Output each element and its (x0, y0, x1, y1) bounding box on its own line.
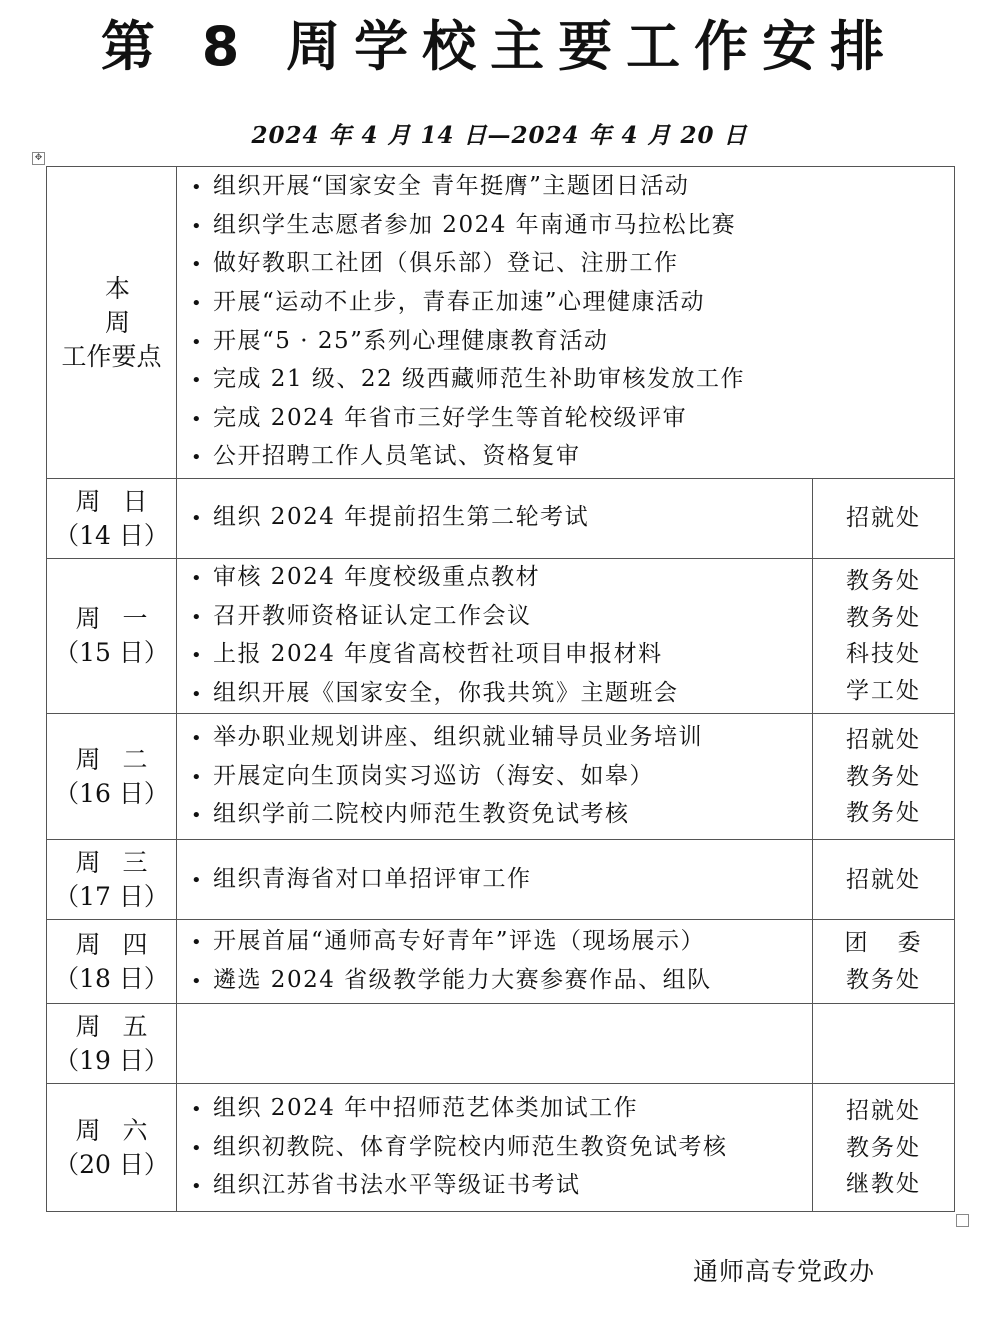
day-label (47, 1004, 177, 1084)
bullet-icon: • (191, 331, 204, 353)
department-label: 招就处 (846, 866, 921, 893)
task-item-text: 开展定向生顶岗实习巡访（海安、如皋） (213, 762, 654, 789)
task-item (191, 923, 812, 962)
department-label: 教务处 (846, 1134, 921, 1161)
day-departments (813, 1084, 955, 1212)
day-departments (813, 840, 955, 920)
day-items (177, 920, 813, 1004)
weekly-focus-label-line2: 工作要点 (61, 341, 162, 371)
day-item-list (191, 861, 812, 900)
weekday-label: 周六 (75, 1115, 170, 1145)
focus-item (191, 438, 954, 477)
day-date-label: （15 日） (54, 638, 169, 668)
bullet-icon: • (191, 568, 204, 589)
task-item (191, 1167, 812, 1206)
date-range: 2024 年 4 月 14 日—2024 年 4 月 20 日 (251, 122, 748, 149)
focus-item (191, 207, 954, 246)
day-items (177, 479, 813, 559)
focus-item-text: 开展“5 · 25”系列心理健康教育活动 (213, 327, 609, 354)
day-label (47, 714, 177, 840)
task-item-text: 举办职业规划讲座、组织就业辅导员业务培训 (213, 723, 703, 750)
day-item-list (191, 1090, 812, 1206)
day-departments (813, 1004, 955, 1084)
task-item-text: 组织 2024 年提前招生第二轮考试 (213, 504, 590, 531)
focus-item-text: 开展“运动不止步，青春正加速”心理健康活动 (213, 288, 706, 315)
day-label (47, 1084, 177, 1212)
focus-item-text: 做好教职工社团（俱乐部）登记、注册工作 (213, 250, 679, 277)
weekly-focus-row (47, 167, 955, 479)
focus-item (191, 361, 954, 400)
bullet-icon: • (191, 1137, 204, 1159)
day-date-label: （19 日） (54, 1045, 169, 1075)
department-label: 招就处 (846, 726, 921, 753)
day-departments (813, 479, 955, 559)
weekly-focus-label-line1: 本周 (105, 273, 193, 337)
day-items (177, 559, 813, 714)
focus-item-text: 公开招聘工作人员笔试、资格复审 (213, 443, 581, 470)
weekly-focus-list (191, 168, 954, 477)
department-label: 教务处 (846, 966, 921, 993)
bullet-icon: • (191, 177, 204, 199)
focus-item (191, 323, 954, 362)
weekday-label: 周日 (75, 486, 170, 516)
bullet-icon: • (191, 447, 204, 469)
bullet-icon: • (191, 645, 204, 667)
task-item-text: 召开教师资格证认定工作会议 (213, 602, 532, 629)
department-label: 教务处 (846, 763, 921, 790)
focus-item (191, 168, 954, 207)
bullet-icon: • (191, 869, 204, 891)
day-label (47, 479, 177, 559)
bullet-icon: • (191, 1176, 204, 1198)
task-item-text: 遴选 2024 省级教学能力大赛参赛作品、组队 (213, 966, 712, 993)
day-label (47, 920, 177, 1004)
day-departments (813, 920, 955, 1004)
task-item-text: 组织开展《国家安全，你我共筑》主题班会 (213, 679, 679, 706)
task-item (191, 1090, 812, 1129)
focus-item-text: 完成 2024 年省市三好学生等首轮校级评审 (213, 404, 688, 431)
department-label: 教务处 (846, 604, 921, 631)
task-item (191, 962, 812, 1001)
weekday-label: 周五 (75, 1011, 170, 1041)
focus-item-text: 组织开展“国家安全 青年挺膺”主题团日活动 (213, 173, 690, 200)
weekday-label: 周一 (75, 604, 170, 634)
day-items (177, 714, 813, 840)
day-date-label: （16 日） (54, 778, 169, 808)
department-label: 学工处 (846, 677, 921, 704)
bullet-icon: • (191, 408, 204, 430)
resize-handle-icon[interactable] (956, 1214, 969, 1227)
task-item (191, 559, 812, 598)
bullet-icon: • (191, 292, 204, 314)
department-label: 招就处 (846, 1097, 921, 1124)
day-date-label: （14 日） (54, 520, 169, 550)
weekly-focus-label (47, 167, 193, 479)
focus-item (191, 245, 954, 284)
task-item (191, 675, 812, 714)
weekly-focus-items (177, 167, 955, 479)
day-departments (813, 559, 955, 714)
bullet-icon: • (191, 805, 204, 827)
task-item-text: 开展首届“通师高专好青年”评选（现场展示） (213, 928, 706, 955)
task-item (191, 499, 812, 538)
page-title: 第 8 周学校主要工作安排 (100, 15, 899, 78)
task-item-text: 上报 2024 年度省高校哲社项目申报材料 (213, 641, 663, 668)
bullet-icon: • (191, 727, 204, 749)
task-item (191, 861, 812, 900)
day-row (47, 559, 955, 714)
task-item-text: 组织学前二院校内师范生教资免试考核 (213, 801, 630, 828)
day-items (177, 840, 813, 920)
day-item-list (191, 499, 812, 538)
bullet-icon: • (191, 970, 204, 992)
day-row (47, 1004, 955, 1084)
footer-signature: 通师高专党政办 (693, 1257, 876, 1286)
task-item (191, 1129, 812, 1168)
day-date-label: （17 日） (54, 881, 169, 911)
task-item (191, 636, 812, 675)
day-date-label: （18 日） (54, 963, 169, 993)
day-item-list (191, 719, 812, 835)
move-handle-icon[interactable]: ✥ (32, 152, 45, 165)
task-item (191, 796, 812, 835)
department-label: 教务处 (846, 568, 921, 594)
weekday-label: 周四 (75, 929, 170, 959)
day-row (47, 840, 955, 920)
day-row (47, 714, 955, 840)
focus-item (191, 284, 954, 323)
schedule-table (46, 166, 955, 1212)
bullet-icon: • (191, 1098, 204, 1120)
bullet-icon: • (191, 508, 204, 530)
department-label: 科技处 (846, 641, 921, 668)
day-date-label: （20 日） (54, 1149, 169, 1179)
bullet-icon: • (191, 766, 204, 788)
task-item (191, 719, 812, 758)
weekday-label: 周三 (75, 847, 170, 877)
day-row (47, 479, 955, 559)
task-item-text: 审核 2024 年度校级重点教材 (213, 564, 541, 590)
task-item-text: 组织初教院、体育学院校内师范生教资免试考核 (213, 1133, 728, 1160)
task-item-text: 组织青海省对口单招评审工作 (213, 865, 532, 892)
focus-item-text: 完成 21 级、22 级西藏师范生补助审核发放工作 (213, 366, 745, 393)
focus-item-text: 组织学生志愿者参加 2024 年南通市马拉松比赛 (213, 211, 737, 238)
day-item-list (191, 923, 812, 1000)
focus-item (191, 400, 954, 439)
department-label: 团委 (844, 930, 951, 957)
task-item (191, 598, 812, 637)
day-row (47, 1084, 955, 1212)
bullet-icon: • (191, 932, 204, 954)
day-item-list (191, 559, 812, 713)
bullet-icon: • (191, 683, 204, 705)
bullet-icon: • (191, 606, 204, 628)
day-items (177, 1004, 813, 1084)
task-item (191, 758, 812, 797)
task-item-text: 组织江苏省书法水平等级证书考试 (213, 1172, 581, 1199)
day-departments (813, 714, 955, 840)
task-item-text: 组织 2024 年中招师范艺体类加试工作 (213, 1094, 639, 1121)
bullet-icon: • (191, 215, 204, 237)
department-label: 教务处 (846, 800, 921, 827)
day-label (47, 840, 177, 920)
bullet-icon: • (191, 254, 204, 276)
department-label: 招就处 (846, 505, 921, 532)
day-row (47, 920, 955, 1004)
department-label: 继教处 (846, 1171, 921, 1198)
weekday-label: 周二 (75, 744, 170, 774)
day-label (47, 559, 177, 714)
bullet-icon: • (191, 370, 204, 392)
day-items (177, 1084, 813, 1212)
